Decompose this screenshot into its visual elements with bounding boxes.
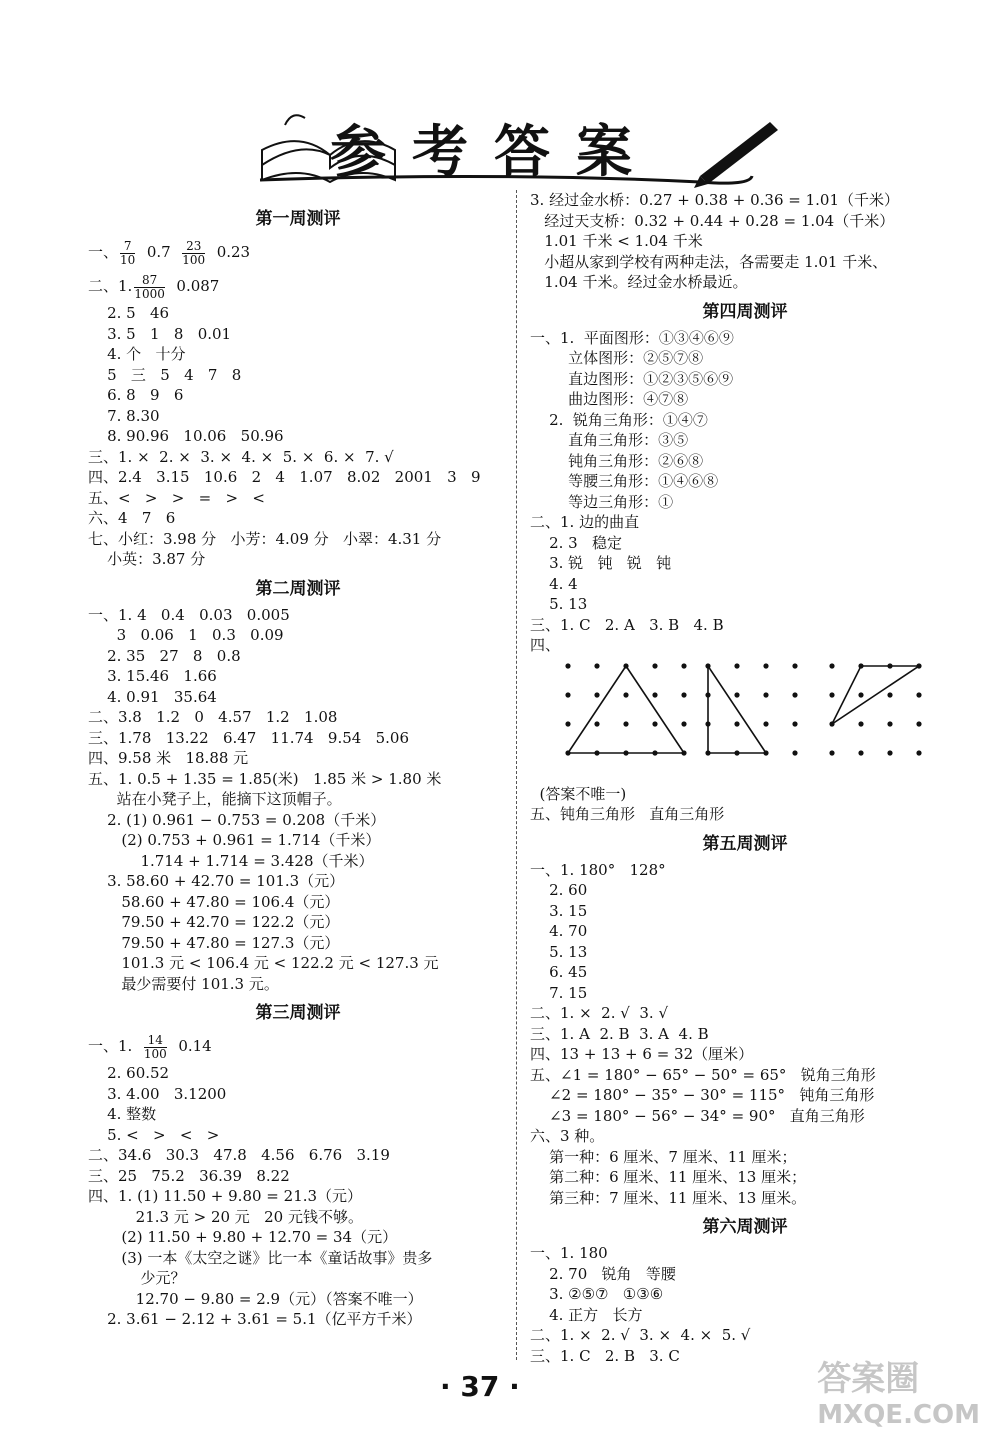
denominator: 100 (143, 1046, 167, 1061)
answer-line: 三、1. C 2. A 3. B 4. B (530, 615, 724, 634)
page-number: · 37 · (440, 1370, 520, 1403)
fraction (144, 1034, 167, 1061)
week3-continued-lines (530, 190, 960, 293)
answer-line: 5. < > < > (88, 1125, 220, 1144)
answer-line: 4. 个 十分 (88, 345, 186, 363)
answer-line: 3. 58.60 + 42.70 = 101.3（元） (88, 872, 345, 890)
answer-line: 2. 锐角三角形：①④⑦ (530, 410, 708, 429)
grid-dot (829, 692, 834, 697)
acute-triangle (568, 666, 684, 753)
answer-line: 一、1. 平面图形：①③④⑥⑨ (530, 328, 734, 347)
answer-line: 直边图形：①②③⑤⑥⑨ (530, 369, 734, 388)
numerator: 14 (144, 1034, 167, 1048)
answer-line: 3. 15.46 1.66 (88, 667, 217, 685)
answer-line: 3. 锐 钝 锐 钝 (530, 554, 672, 572)
answer-line: 3. 经过金水桥：0.27 + 0.38 + 0.36 = 1.01（千米） (530, 191, 899, 209)
grid-dot (734, 692, 739, 697)
answer-line: 五、钝角三角形 直角三角形 (530, 805, 725, 823)
grid-dot (916, 750, 921, 755)
answer-line: 四、1. (1) 11.50 + 9.80 = 21.3（元） (88, 1187, 363, 1205)
week4-lines (530, 328, 960, 636)
answer-line: (3) 一本《太空之谜》比一本《童话故事》贵多 (88, 1248, 433, 1267)
week1-lines (88, 303, 508, 570)
grid-dot (681, 692, 686, 697)
pen-icon (694, 122, 778, 188)
answer-line: 第二种：6 厘米、11 厘米、13 厘米； (530, 1168, 807, 1186)
text: 一、 (88, 243, 119, 261)
answer-line: 二、34.6 30.3 47.8 4.56 6.76 3.19 (88, 1146, 390, 1164)
answer-line: 三、25 75.2 36.39 8.22 (88, 1166, 290, 1185)
column-divider (516, 190, 517, 1360)
grid-dot (681, 721, 686, 726)
grid-dot (792, 663, 797, 668)
numerator: 7 (120, 240, 135, 254)
grid-dot (829, 663, 834, 668)
answer-line: 2. (1) 0.961 − 0.753 = 0.208（千米） (88, 810, 386, 829)
answer-line: 5. 13 (530, 595, 588, 613)
answer-line: 四、9.58 米 18.88 元 (88, 749, 249, 767)
answer-line: 79.50 + 42.70 = 122.2（元） (88, 913, 340, 931)
answer-line: 四、2.4 3.15 10.6 2 4 1.07 8.02 2001 3 9 (88, 468, 481, 486)
answer-line: 第三种：7 厘米、11 厘米、13 厘米。 (530, 1188, 807, 1207)
answer-line: 六、3 种。 (530, 1127, 605, 1145)
grid-dot (763, 721, 768, 726)
right-column (530, 190, 960, 1366)
answer-line: 五、∠1 = 180° − 65° − 50° = 65° 锐角三角形 (530, 1065, 876, 1084)
answer-line: 站在小凳子上，能摘下这顶帽子。 (88, 790, 342, 808)
answer-line: 6. 45 (530, 963, 588, 981)
answer-line: 21.3 元 > 20 元 20 元钱不够。 (88, 1207, 363, 1226)
answer-line: 1.714 + 1.714 = 3.428（千米） (88, 851, 374, 870)
watermark-logo: 答案圈 (817, 1359, 920, 1399)
answer-line: 8. 90.96 10.06 50.96 (88, 427, 284, 445)
week6-lines (530, 1243, 960, 1366)
grid-dot (681, 663, 686, 668)
grid-dot (763, 692, 768, 697)
numerator: 87 (134, 274, 165, 288)
grid-dot (916, 692, 921, 697)
text: 一、1. (88, 1037, 133, 1055)
week3-line1 (88, 1029, 508, 1063)
week4-after-lines (530, 784, 960, 825)
week4-q4-label: 四、 (530, 636, 561, 654)
answer-line: 101.3 元 < 106.4 元 < 122.2 元 < 127.3 元 (88, 954, 439, 972)
text: 二、1. (88, 277, 133, 295)
obtuse-triangle (832, 666, 919, 724)
left-column (88, 200, 508, 1330)
grid-dot (652, 663, 657, 668)
answer-line: 58.60 + 47.80 = 106.4（元） (88, 892, 340, 911)
grid-dot (792, 750, 797, 755)
fraction (134, 274, 165, 301)
week2-lines (88, 605, 508, 995)
answer-line: 4. 0.91 35.64 (88, 687, 217, 706)
grid-dot (887, 750, 892, 755)
grid-dot (858, 721, 863, 726)
answer-line: 2. 60.52 (88, 1064, 170, 1082)
answer-line: 3. 5 1 8 0.01 (88, 324, 232, 343)
answer-line: 钝角三角形：②⑥⑧ (530, 451, 704, 470)
answer-line: 1.04 千米。经过金水桥最近。 (530, 273, 748, 291)
grid-dot (887, 721, 892, 726)
answer-line: 第一种：6 厘米、7 厘米、11 厘米； (530, 1147, 797, 1166)
triangle-dot-grid (560, 658, 940, 778)
answer-line: 最少需要付 101.3 元。 (88, 974, 279, 993)
answer-line: 三、1.78 13.22 6.47 11.74 9.54 5.06 (88, 728, 409, 747)
answer-line: 二、1. 边的曲直 (530, 513, 640, 531)
section-title-week1: 第一周测评 (255, 209, 341, 229)
answer-line: 二、1. × 2. √ 3. × 4. × 5. √ (530, 1326, 751, 1344)
answer-line: 3 0.06 1 0.3 0.09 (88, 626, 284, 644)
answer-line: (答案不唯一) (530, 784, 627, 803)
answer-line: 5 三 5 4 7 8 (88, 365, 242, 384)
answer-line: 直角三角形：③⑤ (530, 431, 689, 449)
page-title: 参考答案 (330, 119, 658, 185)
grid-dot (916, 721, 921, 726)
answer-line: 3. ②⑤⑦ ①③⑥ (530, 1285, 664, 1303)
grid-dot (623, 721, 628, 726)
answer-line: 七、小红：3.98 分 小芳：4.09 分 小翠：4.31 分 (88, 529, 442, 548)
answer-line: 曲边图形：④⑦⑧ (530, 390, 689, 408)
text: 0.7 (146, 243, 171, 261)
grid-dot (858, 750, 863, 755)
answer-line: 一、1. 180 (530, 1244, 608, 1262)
section-title-week5: 第五周测评 (702, 833, 788, 854)
answer-line: 等腰三角形：①④⑥⑧ (530, 472, 719, 490)
answer-line: 小超从家到学校有两种走法，各需要走 1.01 千米、 (530, 252, 888, 271)
text: 0.14 (178, 1037, 212, 1055)
answer-line: 4. 正方 长方 (530, 1305, 643, 1324)
answer-line: 2. 60 (530, 881, 588, 899)
denominator: 10 (120, 252, 136, 267)
answer-line: 7. 8.30 (88, 406, 160, 425)
section-title-week6: 第六周测评 (702, 1217, 788, 1237)
numerator: 23 (182, 240, 205, 254)
grid-dot (887, 692, 892, 697)
answer-line: 五、< > > = > < (88, 488, 265, 507)
week3-lines (88, 1063, 508, 1330)
grid-dot (829, 750, 834, 755)
grid-dot (792, 692, 797, 697)
answer-line: 五、1. 0.5 + 1.35 = 1.85(米) 1.85 米 > 1.80 米 (88, 769, 442, 788)
grid-dot (734, 663, 739, 668)
answer-line: 六、4 7 6 (88, 509, 176, 527)
week1-line2 (88, 269, 508, 303)
section-title-week3: 第三周测评 (255, 1003, 341, 1023)
answer-line: 4. 4 (530, 574, 578, 593)
answer-line: 立体图形：②⑤⑦⑧ (530, 349, 704, 367)
answer-line: 7. 15 (530, 983, 588, 1002)
answer-line: 经过天支桥：0.32 + 0.44 + 0.28 = 1.04（千米） (530, 211, 895, 230)
grid-dot (594, 663, 599, 668)
answer-line: 三、1. A 2. B 3. A 4. B (530, 1024, 709, 1043)
answer-line: 12.70 − 9.80 = 2.9（元）（答案不唯一） (88, 1289, 423, 1308)
answer-line: 二、3.8 1.2 0 4.57 1.2 1.08 (88, 708, 338, 726)
answer-line: 四、13 + 13 + 6 = 32（厘米） (530, 1045, 754, 1063)
answer-line: 3. 15 (530, 901, 588, 920)
answer-line: 3. 4.00 3.1200 (88, 1084, 227, 1103)
grid-dot (565, 692, 570, 697)
section-title-week2: 第二周测评 (255, 578, 341, 599)
answer-line: 2. 35 27 8 0.8 (88, 646, 241, 665)
answer-line: 一、1. 4 0.4 0.03 0.005 (88, 605, 290, 624)
denominator: 1000 (134, 286, 165, 301)
grid-dot (594, 692, 599, 697)
section-title-week4: 第四周测评 (702, 301, 788, 322)
answer-line: 少元？ (88, 1269, 186, 1287)
fraction (120, 240, 135, 267)
grid-dot (594, 721, 599, 726)
grid-dot (792, 721, 797, 726)
week5-lines (530, 860, 960, 1209)
text: 0.087 (176, 277, 220, 295)
answer-line: 5. 13 (530, 942, 588, 961)
grid-dot (763, 663, 768, 668)
answer-line: 等边三角形：① (530, 492, 674, 511)
answer-line: (2) 0.753 + 0.961 = 1.714（千米） (88, 831, 381, 849)
answer-line: 4. 整数 (88, 1105, 157, 1123)
grid-dot (652, 692, 657, 697)
answer-line: 1.01 千米 < 1.04 千米 (530, 232, 703, 250)
answer-line: 79.50 + 47.80 = 127.3（元） (88, 933, 340, 952)
watermark (817, 1351, 980, 1430)
answer-line: 2. 5 46 (88, 304, 170, 322)
answer-line: 小英：3.87 分 (88, 550, 206, 568)
answer-line: 2. 3.61 − 2.12 + 3.61 = 5.1（亿平方千米） (88, 1310, 422, 1328)
answer-line: 三、1. × 2. × 3. × 4. × 5. × 6. × 7. √ (88, 447, 394, 466)
denominator: 100 (182, 252, 206, 267)
grid-dot (652, 721, 657, 726)
answer-line: ∠3 = 180° − 56° − 34° = 90° 直角三角形 (530, 1106, 865, 1125)
week1-line1 (88, 235, 508, 269)
answer-line: 2. 70 锐角 等腰 (530, 1264, 676, 1283)
grid-dot (858, 692, 863, 697)
right-triangle (708, 666, 766, 753)
watermark-url: MXQE.COM (817, 1400, 980, 1430)
answer-line: (2) 11.50 + 9.80 + 12.70 = 34（元） (88, 1228, 398, 1246)
answer-line: 6. 8 9 6 (88, 386, 184, 404)
grid-dot (565, 721, 570, 726)
grid-dot (565, 663, 570, 668)
fraction (182, 240, 205, 267)
text: 0.23 (216, 243, 251, 261)
answer-line: 4. 70 (530, 922, 588, 940)
answer-line: 2. 3 稳定 (530, 533, 622, 552)
answer-line: 三、1. C 2. B 3. C (530, 1346, 680, 1365)
answer-line: 一、1. 180° 128° (530, 860, 666, 879)
answer-line: 二、1. × 2. √ 3. √ (530, 1004, 668, 1022)
answer-line: ∠2 = 180° − 35° − 30° = 115° 钝角三角形 (530, 1086, 875, 1104)
grid-dot (623, 692, 628, 697)
grid-dot (734, 721, 739, 726)
